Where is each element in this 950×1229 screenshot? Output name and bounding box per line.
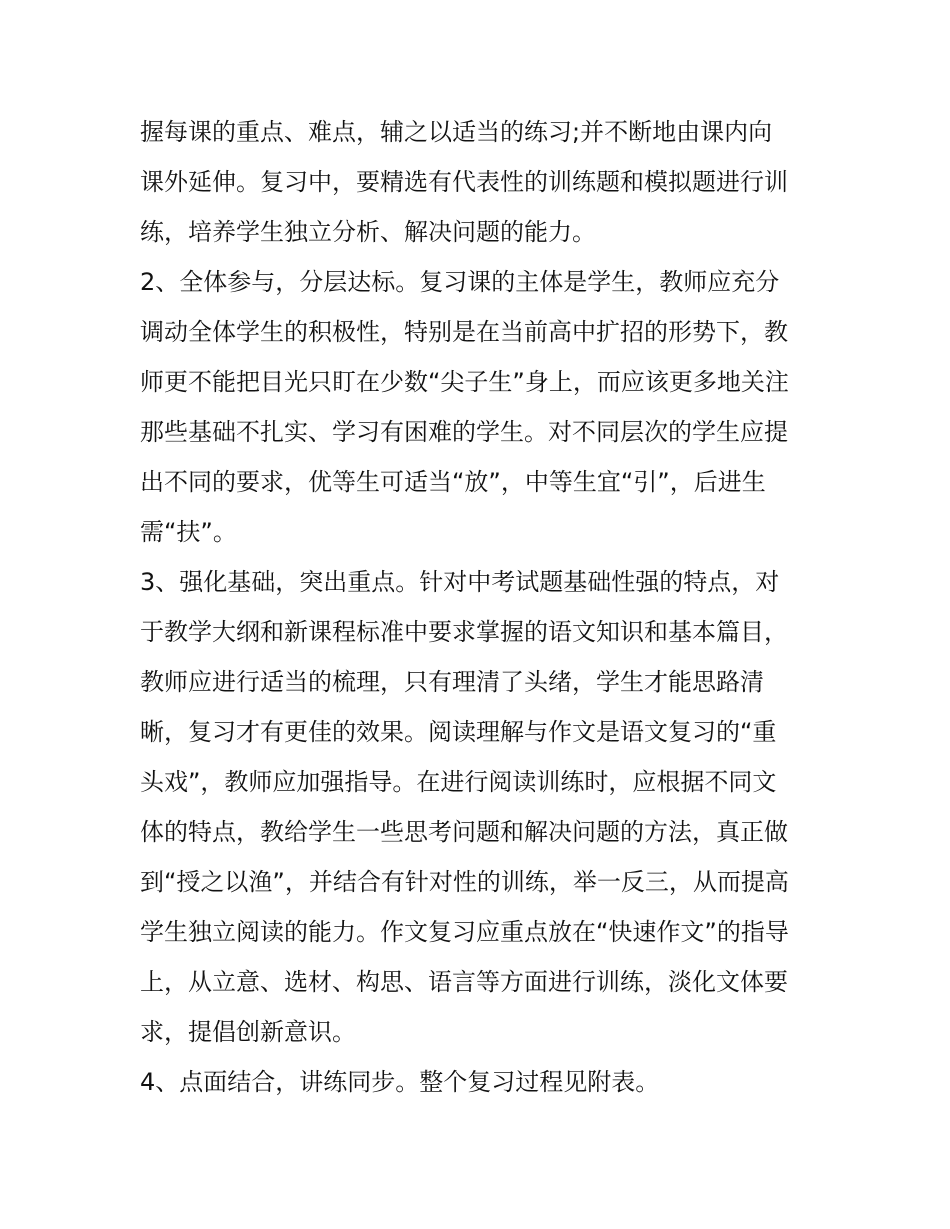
text-line: 学生独立阅读的能力。作文复习应重点放在“快速作文”的指导	[140, 918, 789, 946]
text-line: 课外延伸。复习中，要精选有代表性的训练题和模拟题进行训	[140, 168, 788, 196]
text-line: 晰，复习才有更佳的效果。阅读理解与作文是语文复习的“重	[140, 718, 777, 746]
paragraph-continuation	[140, 112, 815, 252]
text-line: 练，培养学生独立分析、解决问题的能力。	[140, 218, 596, 246]
text-line: 师更不能把目光只盯在少数“尖子生”身上，而应该更多地关注	[140, 368, 789, 396]
text-line: 头戏”，教师应加强指导。在进行阅读训练时，应根据不同文	[140, 768, 777, 796]
text-line: 求，提倡创新意识。	[140, 1018, 356, 1046]
paragraph-item-4	[140, 1062, 815, 1102]
paragraph-item-2	[140, 262, 815, 552]
text-line: 上，从立意、选材、构思、语言等方面进行训练，淡化文体要	[140, 968, 788, 996]
text-line: 到“授之以渔”，并结合有针对性的训练，举一反三，从而提高	[140, 868, 789, 896]
text-line: 3、强化基础，突出重点。针对中考试题基础性强的特点，对	[140, 568, 780, 596]
text-line: 4、点面结合，讲练同步。整个复习过程见附表。	[140, 1068, 660, 1096]
text-line: 调动全体学生的积极性，特别是在当前高中扩招的形势下，教	[140, 318, 788, 346]
text-line: 出不同的要求，优等生可适当“放”，中等生宜“引”，后进生	[140, 468, 766, 496]
text-line: 教师应进行适当的梳理，只有理清了头绪，学生才能思路清	[140, 668, 764, 696]
text-line: 需“扶”。	[140, 518, 237, 546]
text-line: 于教学大纲和新课程标准中要求掌握的语文知识和基本篇目，	[140, 618, 788, 646]
paragraph-item-3	[140, 562, 815, 1052]
text-line: 2、全体参与，分层达标。复习课的主体是学生，教师应充分	[140, 268, 780, 296]
text-line: 体的特点，教给学生一些思考问题和解决问题的方法，真正做	[140, 818, 788, 846]
document-body	[140, 112, 815, 1102]
text-line: 握每课的重点、难点，辅之以适当的练习;并不断地由课内向	[140, 118, 773, 146]
text-line: 那些基础不扎实、学习有困难的学生。对不同层次的学生应提	[140, 418, 788, 446]
